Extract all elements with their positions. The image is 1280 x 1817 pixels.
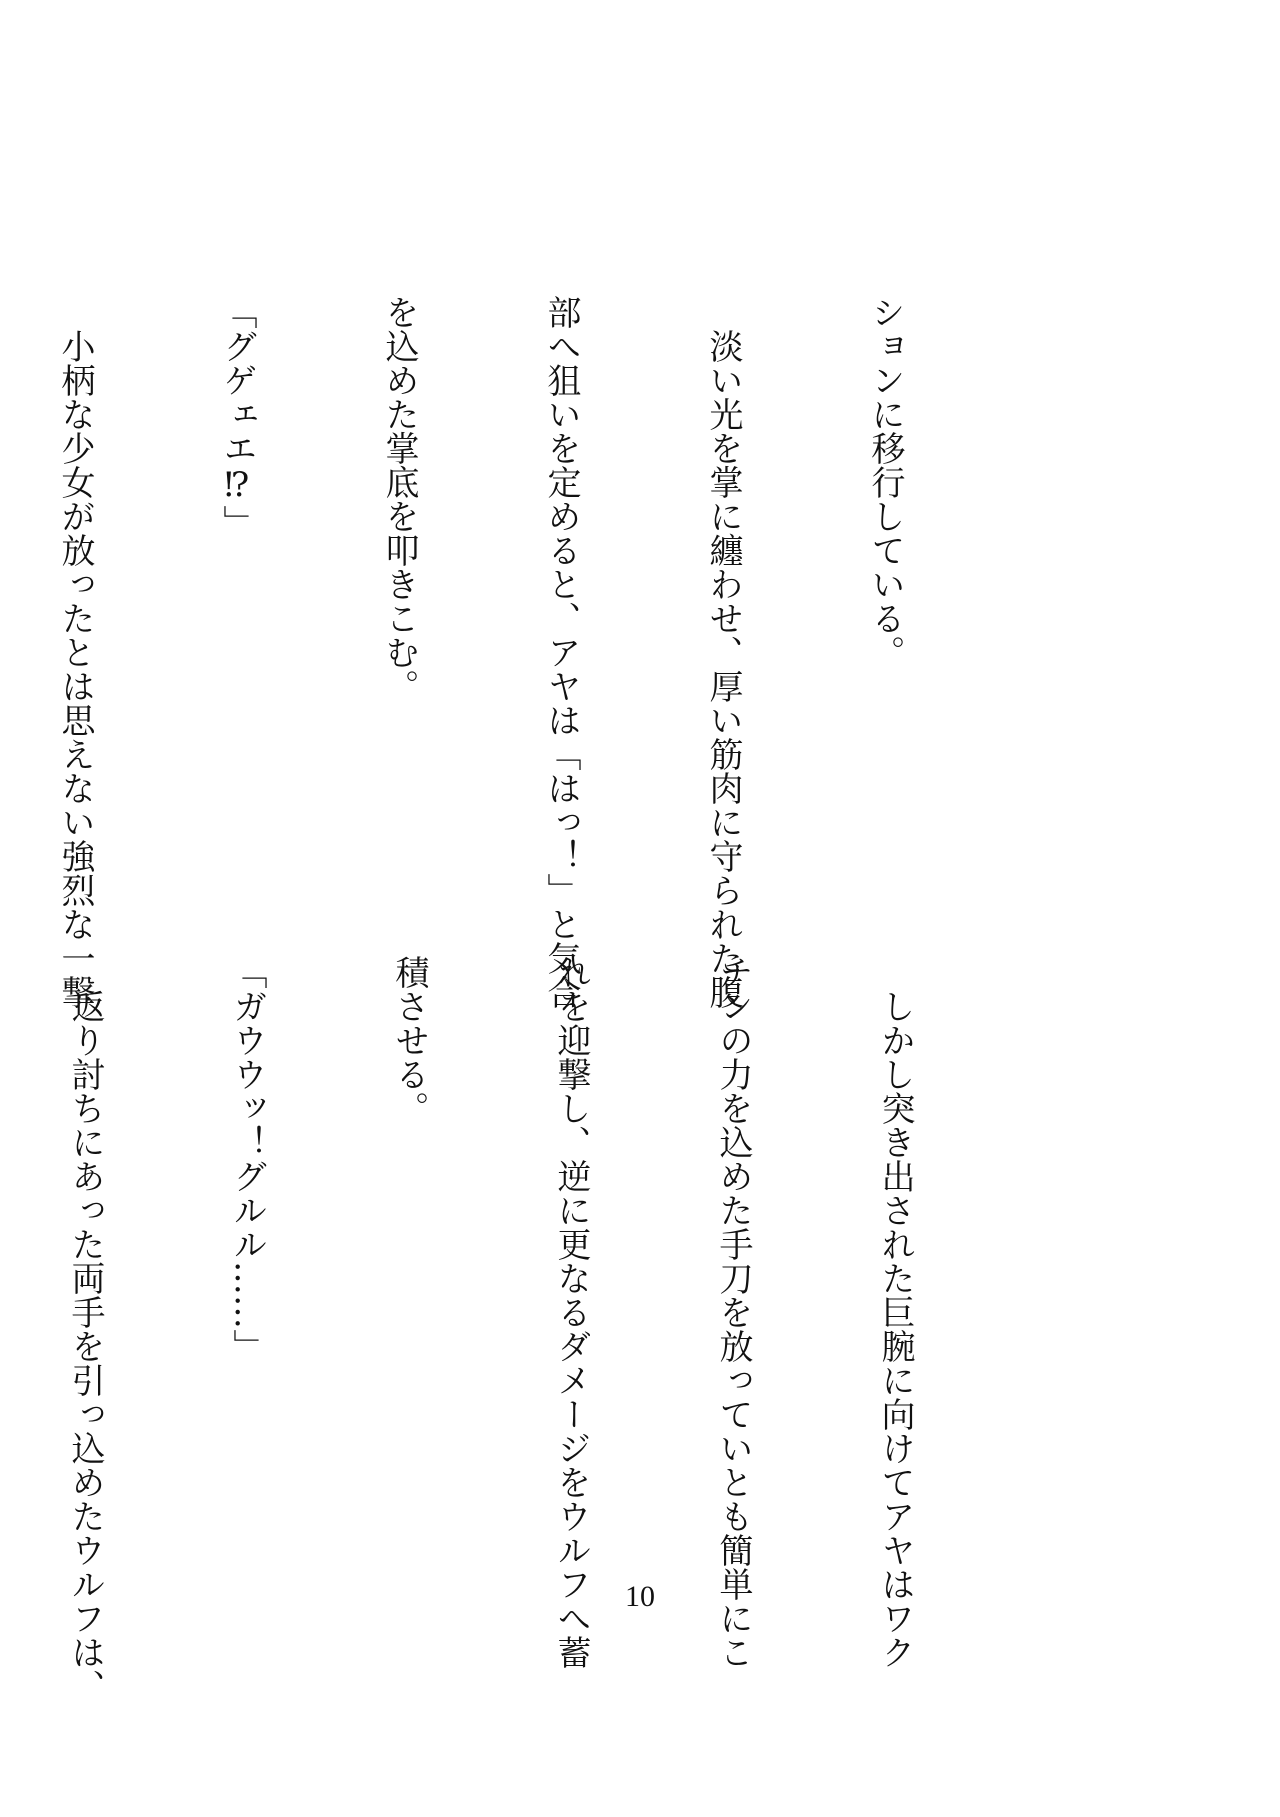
text-line: チンの力を込めた手刀を放っていとも簡単にこ	[713, 955, 753, 1669]
text-line: ションに移行している。	[865, 295, 905, 669]
text-line: 「グゲェエ⁉」	[217, 295, 257, 539]
text-line: 返り討ちにあった両手を引っ込めたウルフは、	[65, 955, 105, 1703]
page-number: 10	[625, 1580, 655, 1613]
text-line: 部へ狙いを定めると、アヤは「はっ！」と気合	[541, 295, 581, 1009]
text-line: 小柄な少女が放ったとは思えない強烈な一撃	[55, 295, 95, 1009]
text-line: 淡い光を掌に纏わせ、厚い筋肉に守られた腹	[703, 295, 743, 1009]
text-line: を込めた掌底を叩きこむ。	[379, 295, 419, 703]
upper-text-block	[0, 295, 1020, 1009]
text-line: 「ガウウッ！グルル……」	[227, 955, 267, 1363]
text-line: 積させる。	[389, 955, 429, 1125]
text-line: れを迎撃し、逆に更なるダメージをウルフへ蓄	[551, 955, 591, 1669]
text-line: しかし突き出された巨腕に向けてアヤはワク	[875, 955, 915, 1669]
